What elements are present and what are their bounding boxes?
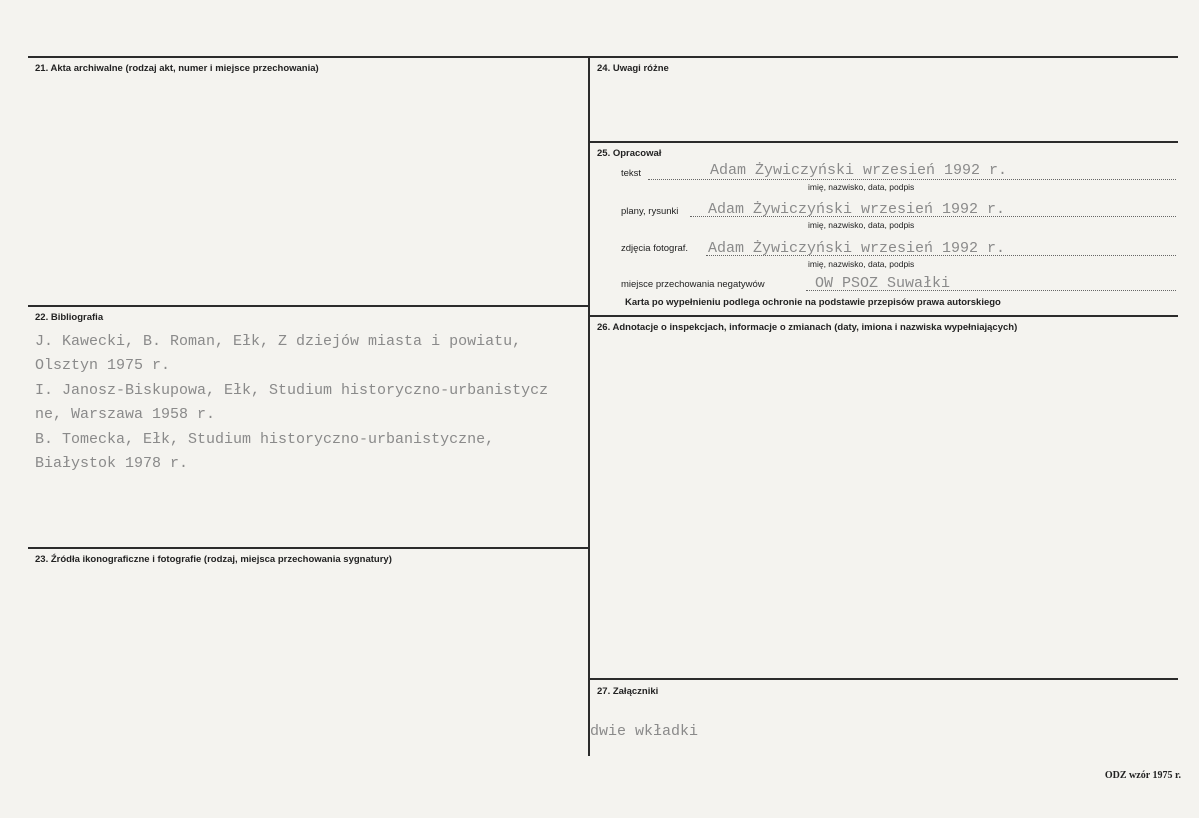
attachments-value: dwie wkładki bbox=[590, 723, 699, 740]
negatives-value: OW PSOZ Suwałki bbox=[815, 275, 951, 292]
center-divider bbox=[588, 56, 590, 756]
field-value-photos: Adam Żywiczyński wrzesień 1992 r. bbox=[708, 240, 1006, 257]
rule-26-27 bbox=[590, 678, 1178, 680]
bibliography-line: Białystok 1978 r. bbox=[35, 455, 189, 472]
field-dotline-text bbox=[648, 179, 1176, 180]
field-value-text: Adam Żywiczyński wrzesień 1992 r. bbox=[710, 162, 1008, 179]
section-21-label: 21. Akta archiwalne (rodzaj akt, numer i miejsce przechowania) bbox=[35, 63, 319, 74]
section-25-label: 25. Opracował bbox=[597, 148, 662, 159]
section-26-label: 26. Adnotacje o inspekcjach, informacje o zmianach (daty, imiona i nazwiska wypełniających) bbox=[597, 322, 1018, 333]
top-rule bbox=[28, 56, 1178, 58]
section-22-label: 22. Bibliografia bbox=[35, 312, 104, 323]
section-23-label: 23. Źródła ikonograficzne i fotografie (rodzaj, miejsca przechowania sygnatury) bbox=[35, 554, 392, 565]
bibliography-line: B. Tomecka, Ełk, Studium historyczno-urbanistyczne, bbox=[35, 431, 495, 448]
field-value-plans: Adam Żywiczyński wrzesień 1992 r. bbox=[708, 201, 1006, 218]
rule-24-25 bbox=[590, 141, 1178, 143]
negatives-label: miejsce przechowania negatywów bbox=[621, 279, 765, 290]
rule-22-23 bbox=[28, 547, 588, 549]
section-24-label: 24. Uwagi różne bbox=[597, 63, 669, 74]
rule-25-26 bbox=[590, 315, 1178, 317]
rule-21-22 bbox=[28, 305, 588, 307]
copyright-notice: Karta po wypełnieniu podlega ochronie na podstawie przepisów prawa autorskiego bbox=[625, 297, 1001, 308]
field-hint-photos: imię, nazwisko, data, podpis bbox=[808, 259, 915, 269]
section-27-label: 27. Załączniki bbox=[597, 686, 659, 697]
field-hint-plans: imię, nazwisko, data, podpis bbox=[808, 220, 915, 230]
field-label-text: tekst bbox=[621, 168, 642, 179]
bibliography-line: Olsztyn 1975 r. bbox=[35, 357, 171, 374]
field-label-plans: plany, rysunki bbox=[621, 206, 679, 217]
bibliography-line: ne, Warszawa 1958 r. bbox=[35, 406, 216, 423]
bibliography-line: J. Kawecki, B. Roman, Ełk, Z dziejów miasta i powiatu, bbox=[35, 333, 522, 350]
form-template-mark: ODZ wzór 1975 r. bbox=[1104, 770, 1181, 781]
bibliography-line: I. Janosz-Biskupowa, Ełk, Studium historyczno-urbanistycz bbox=[35, 382, 549, 399]
field-hint-text: imię, nazwisko, data, podpis bbox=[808, 182, 915, 192]
field-label-photos: zdjęcia fotograf. bbox=[621, 243, 689, 254]
